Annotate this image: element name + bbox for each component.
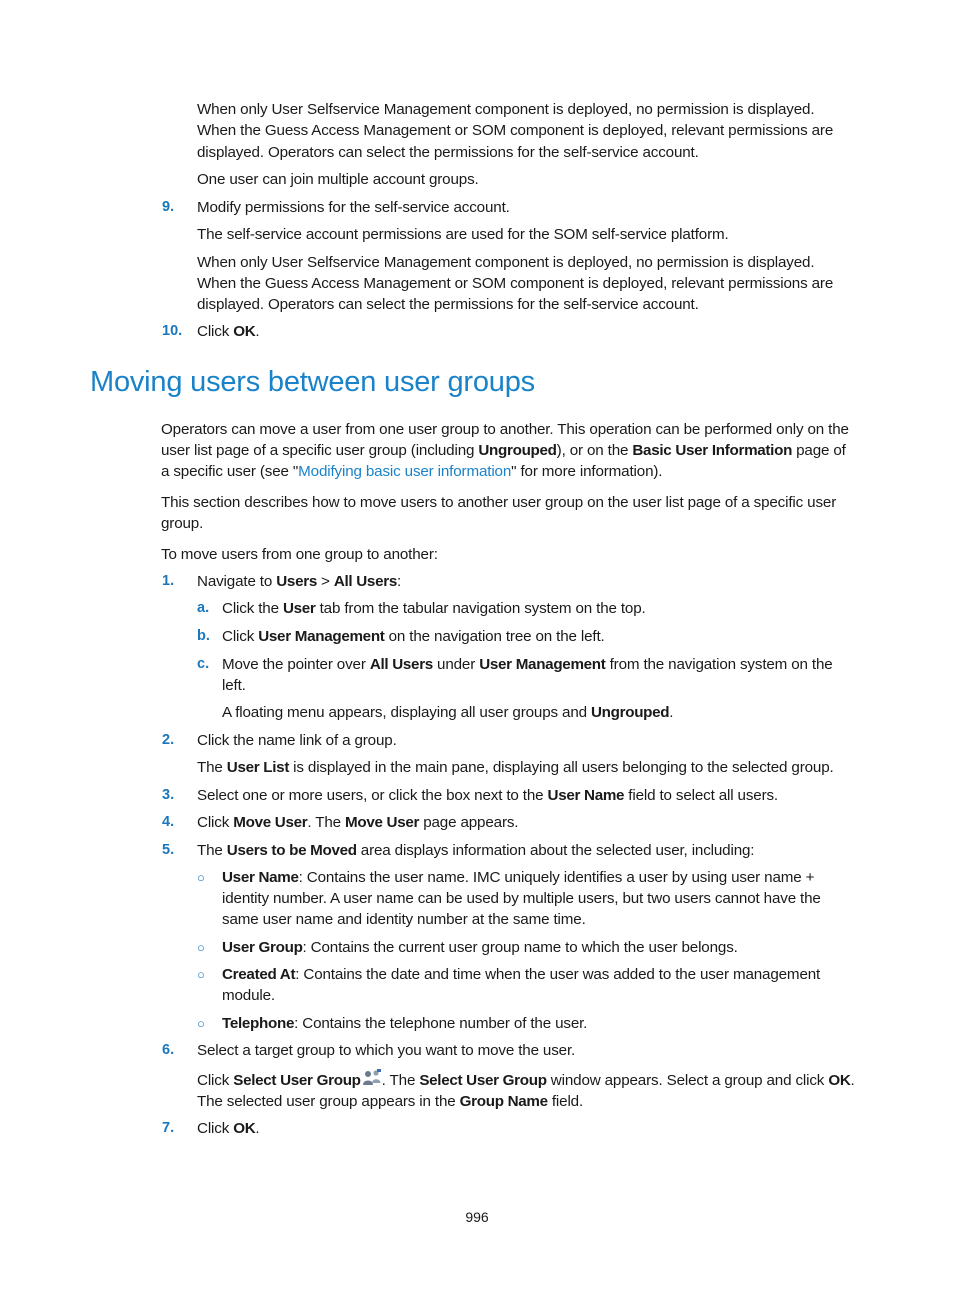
text-line: To move users from one group to another: [161,546,438,563]
substep-text: left. [222,677,246,694]
step-note: The User List is displayed in the main pane, displaying all users belonging to the selected group. [197,759,834,776]
step-number: 3. [162,787,175,803]
step-note: Click Select User Group . The Select User Group window appears. Select a group and click OK. [197,1069,855,1093]
step-number: 7. [162,1120,175,1136]
step-text: The Users to be Moved area displays information about the selected user, including: [197,842,755,859]
select-user-group-icon [362,1069,382,1093]
step-text: Navigate to Users > All Users: [197,573,402,590]
text-line: Operators can move a user from one user group to another. This operation can be performed only on the [161,421,849,438]
modifying-basic-user-information-link[interactable]: Modifying basic user information [298,463,512,480]
step-number: 5. [162,842,175,858]
bullet-icon: ○ [197,940,205,955]
step-text: Select one or more users, or click the box next to the User Name field to select all users. [197,787,779,804]
step-text: Click Move User. The Move User page appears. [197,814,519,831]
page-number: 996 [465,1209,489,1225]
bullet-icon: ○ [197,870,205,885]
step-note: The selected user group appears in the Group Name field. [197,1093,584,1110]
step-number: 9. [162,199,175,215]
step-number: 6. [162,1042,175,1058]
text-line: When only User Selfservice Management component is deployed, no permission is displayed. [197,254,815,271]
substep-letter: a. [197,600,210,616]
text-line: When only User Selfservice Management component is deployed, no permission is displayed. [197,101,815,118]
bullet-text: module. [222,987,275,1004]
text-line: This section describes how to move users to another user group on the user list page of a specific user [161,494,837,511]
bullet-text: identity number. A user name can be used by multiple users, but two users cannot have the [222,890,821,907]
bullet-icon: ○ [197,1016,205,1031]
step-number: 2. [162,732,175,748]
text-line: When the Guess Access Management or SOM component is deployed, relevant permissions are [197,275,834,292]
substep-letter: b. [197,628,210,644]
step-text: Modify permissions for the self-service account. [197,199,510,216]
text-line: user list page of a specific user group (including Ungrouped), or on the Basic User Information page of [161,442,846,459]
text-line: displayed. Operators can select the permissions for the self-service account. [197,144,699,161]
bullet-text: Created At: Contains the date and time when the user was added to the user management [222,966,821,983]
text-line: group. [161,515,204,532]
substep-letter: c. [197,656,210,672]
bullet-text: User Group: Contains the current user group name to which the user belongs. [222,939,738,956]
text-line: When the Guess Access Management or SOM component is deployed, relevant permissions are [197,122,834,139]
step-number: 10. [162,323,183,339]
step-text: Click the name link of a group. [197,732,397,749]
substep-text: Move the pointer over All Users under User Management from the navigation system on the [222,656,833,673]
substep-note: A floating menu appears, displaying all user groups and Ungrouped. [222,704,674,721]
step-text: Select a target group to which you want to move the user. [197,1042,576,1059]
text-line: displayed. Operators can select the permissions for the self-service account. [197,296,699,313]
substep-text: Click the User tab from the tabular navigation system on the top. [222,600,646,617]
step-number: 1. [162,573,175,589]
bullet-text: same user name and identity number at the same time. [222,911,586,928]
bullet-icon: ○ [197,967,205,982]
bullet-text: User Name: Contains the user name. IMC uniquely identifies a user by using user name + [222,869,815,886]
substep-text: Click User Management on the navigation tree on the left. [222,628,605,645]
section-heading: Moving users between user groups [90,366,535,398]
step-text: Click OK. [197,323,260,340]
step-text: Click OK. [197,1120,260,1137]
bullet-text: Telephone: Contains the telephone number of the user. [222,1015,588,1032]
step-number: 4. [162,814,175,830]
text-line: One user can join multiple account groups. [197,171,479,188]
text-line: The self-service account permissions are used for the SOM self-service platform. [197,226,729,243]
text-line: a specific user (see "Modifying basic user information" for more information). [161,463,663,480]
